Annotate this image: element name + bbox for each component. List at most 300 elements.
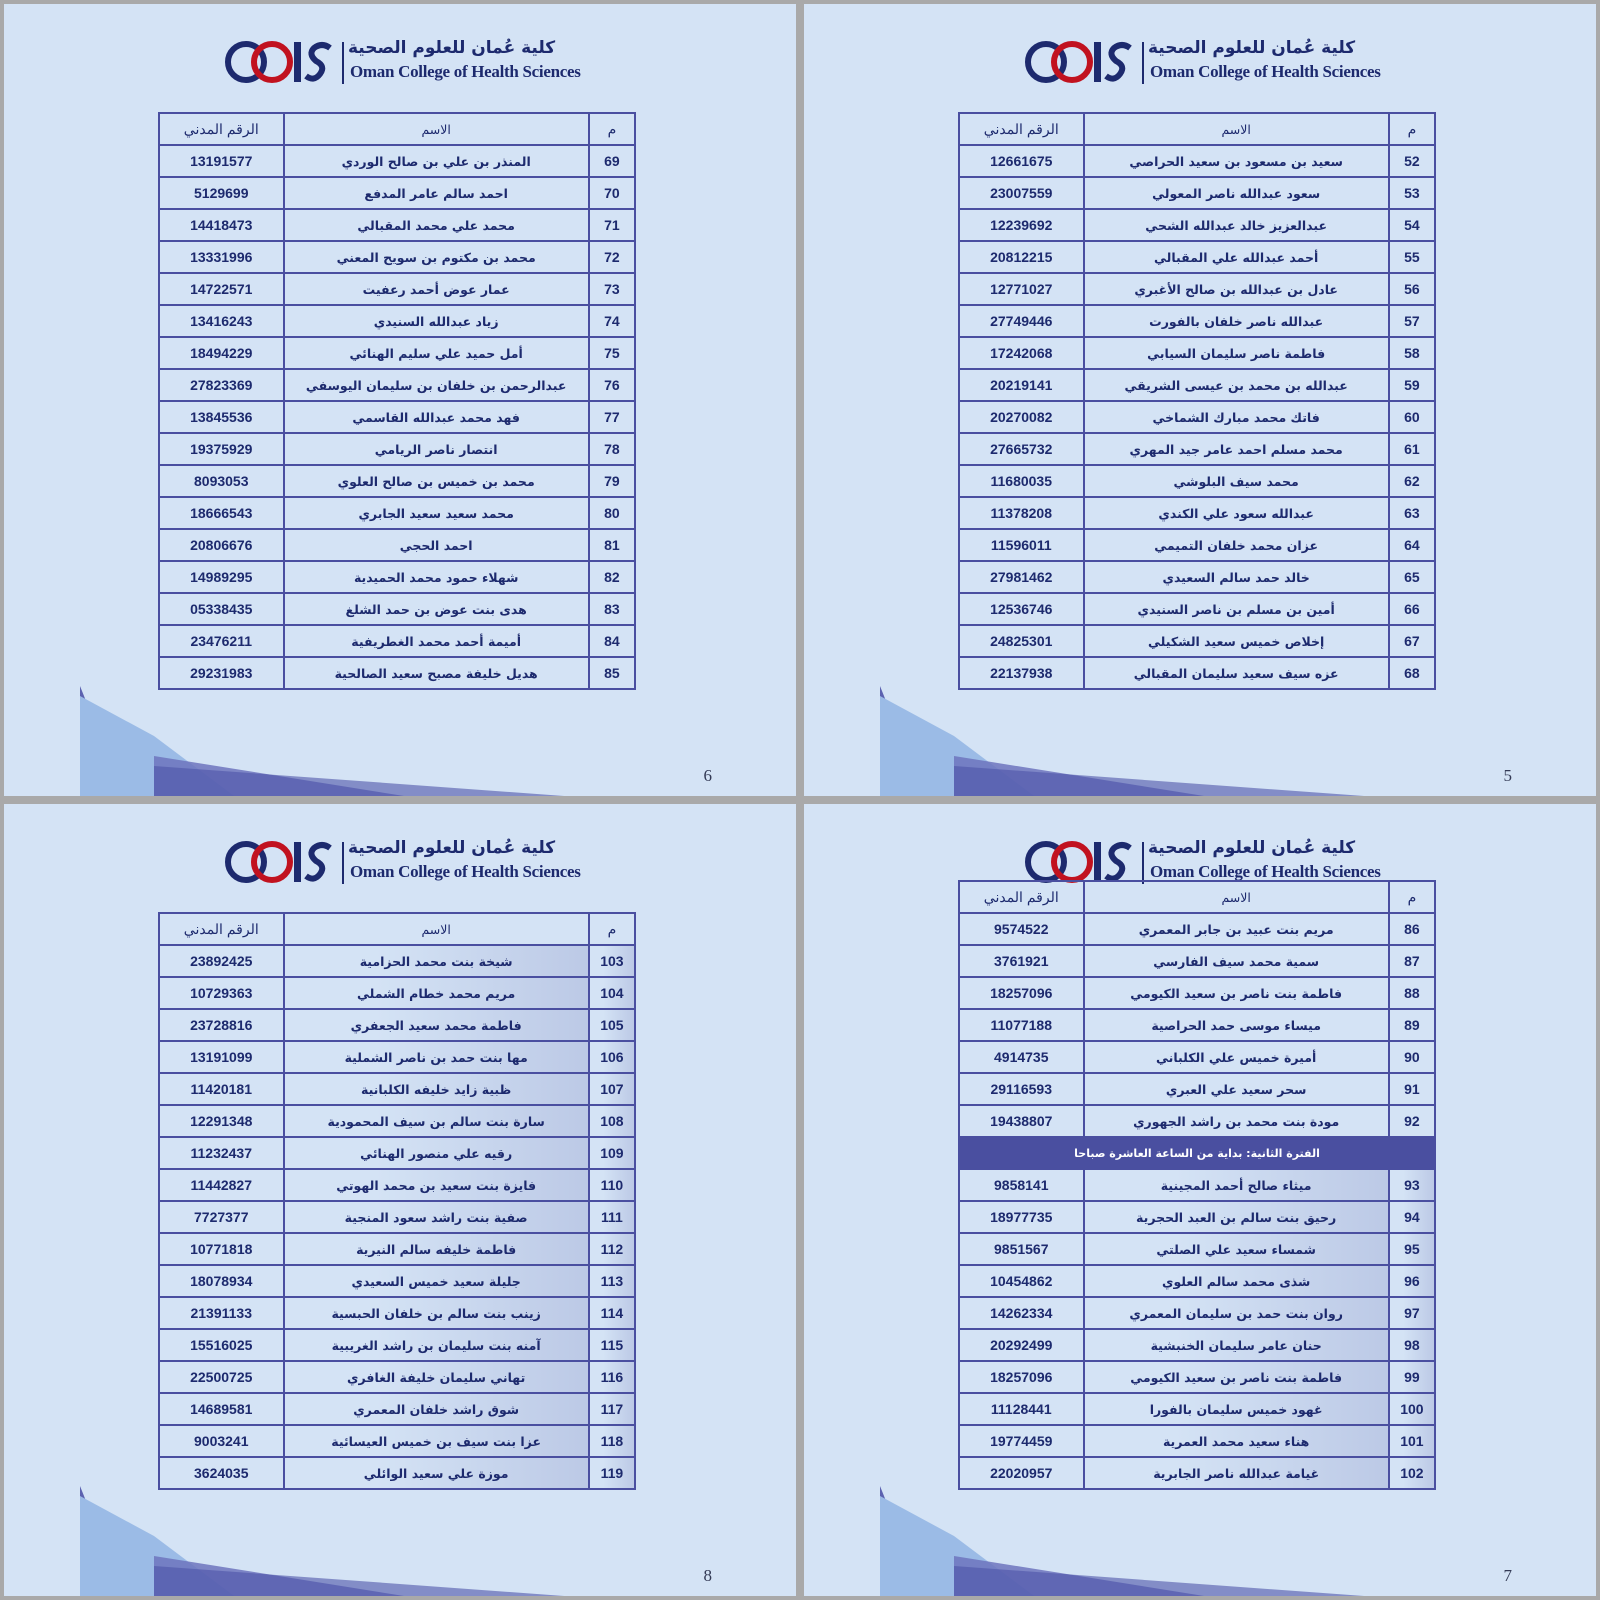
student-name-cell: زياد عبدالله السنيدي: [284, 305, 589, 337]
row-number-cell: 65: [1389, 561, 1435, 593]
row-number-cell: 61: [1389, 433, 1435, 465]
civil-id-cell: 13331996: [159, 241, 284, 273]
civil-id-cell: 4914735: [959, 1041, 1084, 1073]
civil-id-cell: 14418473: [159, 209, 284, 241]
page-number: 7: [1503, 1566, 1512, 1585]
table-row: [159, 977, 635, 1009]
civil-id-cell: 27823369: [159, 369, 284, 401]
student-name-cell: فاطمة بنت ناصر بن سعيد الكيومي: [1084, 977, 1389, 1009]
row-number-cell: 100: [1389, 1393, 1435, 1425]
civil-id-cell: 27665732: [959, 433, 1084, 465]
table-row: [959, 209, 1435, 241]
table-row: [159, 241, 635, 273]
civil-id-cell: 11128441: [959, 1393, 1084, 1425]
row-number-cell: 82: [589, 561, 635, 593]
header-number: م: [1389, 881, 1435, 913]
table-row: [159, 209, 635, 241]
civil-id-cell: 18257096: [959, 977, 1084, 1009]
page-8: [4, 804, 796, 1596]
student-name-cell: سمية محمد سيف الفارسي: [1084, 945, 1389, 977]
student-name-cell: فاطمة خليفه سالم النيرية: [284, 1233, 589, 1265]
row-number-cell: 70: [589, 177, 635, 209]
row-number-cell: 118: [589, 1425, 635, 1457]
civil-id-cell: 15516025: [159, 1329, 284, 1361]
row-number-cell: 67: [1389, 625, 1435, 657]
logo-arabic-name: كلية عُمان للعلوم الصحية: [1148, 838, 1356, 858]
table-row: [159, 1297, 635, 1329]
civil-id-cell: 20812215: [959, 241, 1084, 273]
student-name-cell: محمد بن مكتوم بن سويح المعني: [284, 241, 589, 273]
civil-id-cell: 22137938: [959, 657, 1084, 689]
table-row: [159, 1393, 635, 1425]
civil-id-cell: 13191577: [159, 145, 284, 177]
page-number: 8: [703, 1566, 712, 1585]
row-number-cell: 72: [589, 241, 635, 273]
table-row: [959, 913, 1435, 945]
row-number-cell: 71: [589, 209, 635, 241]
table-row: [959, 497, 1435, 529]
row-number-cell: 119: [589, 1457, 635, 1489]
row-number-cell: 73: [589, 273, 635, 305]
civil-id-cell: 20270082: [959, 401, 1084, 433]
row-number-cell: 106: [589, 1041, 635, 1073]
civil-id-cell: 29116593: [959, 1073, 1084, 1105]
civil-id-cell: 12536746: [959, 593, 1084, 625]
session-banner-row: [959, 1137, 1435, 1169]
table-header-row: [959, 881, 1435, 913]
student-name-cell: غيامة عبدالله ناصر الجابرية: [1084, 1457, 1389, 1489]
table-header-row: [159, 913, 635, 945]
logo-english-name: Oman College of Health Sciences: [350, 862, 581, 881]
table-row: [159, 529, 635, 561]
civil-id-cell: 9858141: [959, 1169, 1084, 1201]
logo-separator: [1142, 842, 1144, 884]
student-name-cell: فاتك محمد مبارك الشماخي: [1084, 401, 1389, 433]
student-name-cell: سعود عبدالله ناصر المعولي: [1084, 177, 1389, 209]
student-name-cell: مها بنت حمد بن ناصر الشملية: [284, 1041, 589, 1073]
table-row: [959, 1201, 1435, 1233]
student-name-cell: فاطمة بنت ناصر بن سعيد الكيومي: [1084, 1361, 1389, 1393]
decorative-corner-shapes: [4, 656, 796, 796]
civil-id-cell: 7727377: [159, 1201, 284, 1233]
civil-id-cell: 14262334: [959, 1297, 1084, 1329]
table-row: [959, 1105, 1435, 1137]
table-row: [159, 1425, 635, 1457]
civil-id-cell: 11378208: [959, 497, 1084, 529]
table-row: [959, 1297, 1435, 1329]
college-logo: [224, 34, 581, 90]
row-number-cell: 54: [1389, 209, 1435, 241]
civil-id-cell: 21391133: [159, 1297, 284, 1329]
row-number-cell: 107: [589, 1073, 635, 1105]
row-number-cell: 74: [589, 305, 635, 337]
civil-id-cell: 23728816: [159, 1009, 284, 1041]
student-name-cell: جليلة سعيد خميس السعيدي: [284, 1265, 589, 1297]
row-number-cell: 64: [1389, 529, 1435, 561]
table-row: [959, 273, 1435, 305]
student-name-cell: انتصار ناصر الريامي: [284, 433, 589, 465]
table-row: [159, 561, 635, 593]
table-row: [959, 1073, 1435, 1105]
table-row: [959, 145, 1435, 177]
student-table: [958, 880, 1436, 1490]
logo-arabic-name: كلية عُمان للعلوم الصحية: [348, 38, 556, 58]
table-row: [959, 401, 1435, 433]
table-row: [159, 337, 635, 369]
row-number-cell: 101: [1389, 1425, 1435, 1457]
row-number-cell: 96: [1389, 1265, 1435, 1297]
civil-id-cell: 18078934: [159, 1265, 284, 1297]
student-name-cell: آمنه بنت سليمان بن راشد الغريبية: [284, 1329, 589, 1361]
table-header-row: [959, 113, 1435, 145]
row-number-cell: 97: [1389, 1297, 1435, 1329]
table-row: [159, 1041, 635, 1073]
row-number-cell: 94: [1389, 1201, 1435, 1233]
row-number-cell: 115: [589, 1329, 635, 1361]
row-number-cell: 109: [589, 1137, 635, 1169]
civil-id-cell: 18257096: [959, 1361, 1084, 1393]
table-row: [159, 945, 635, 977]
row-number-cell: 81: [589, 529, 635, 561]
decorative-corner-shapes: [804, 656, 1596, 796]
civil-id-cell: 12291348: [159, 1105, 284, 1137]
student-table: [958, 112, 1436, 690]
ochs-logo-icon: [1024, 34, 1140, 90]
student-name-cell: أمل حميد علي سليم الهنائي: [284, 337, 589, 369]
header-civil-id: الرقم المدني: [959, 881, 1084, 913]
table-row: [959, 625, 1435, 657]
row-number-cell: 57: [1389, 305, 1435, 337]
student-name-cell: عبدالله ناصر خلفان بالفورت: [1084, 305, 1389, 337]
row-number-cell: 69: [589, 145, 635, 177]
page-7: [804, 804, 1596, 1596]
college-logo: [1024, 34, 1381, 90]
table-row: [959, 977, 1435, 1009]
table-row: [959, 241, 1435, 273]
row-number-cell: 59: [1389, 369, 1435, 401]
row-number-cell: 60: [1389, 401, 1435, 433]
header-number: م: [1389, 113, 1435, 145]
student-name-cell: عمار عوض أحمد رعفيت: [284, 273, 589, 305]
civil-id-cell: 8093053: [159, 465, 284, 497]
student-name-cell: عزه سيف سعيد سليمان المقبالي: [1084, 657, 1389, 689]
table-row: [159, 1169, 635, 1201]
row-number-cell: 86: [1389, 913, 1435, 945]
civil-id-cell: 11596011: [959, 529, 1084, 561]
table-row: [959, 1009, 1435, 1041]
student-name-cell: عبدالله سعود علي الكندي: [1084, 497, 1389, 529]
decorative-corner-shapes: [4, 1456, 796, 1596]
row-number-cell: 93: [1389, 1169, 1435, 1201]
table-row: [159, 369, 635, 401]
student-name-cell: صفية بنت راشد سعود المنجية: [284, 1201, 589, 1233]
civil-id-cell: 19438807: [959, 1105, 1084, 1137]
student-name-cell: فاطمة محمد سعيد الجعفري: [284, 1009, 589, 1041]
row-number-cell: 76: [589, 369, 635, 401]
row-number-cell: 91: [1389, 1073, 1435, 1105]
row-number-cell: 79: [589, 465, 635, 497]
student-name-cell: موزة علي سعيد الوائلي: [284, 1457, 589, 1489]
row-number-cell: 92: [1389, 1105, 1435, 1137]
civil-id-cell: 13416243: [159, 305, 284, 337]
row-number-cell: 80: [589, 497, 635, 529]
student-name-cell: رقيه علي منصور الهنائي: [284, 1137, 589, 1169]
row-number-cell: 84: [589, 625, 635, 657]
civil-id-cell: 9003241: [159, 1425, 284, 1457]
row-number-cell: 62: [1389, 465, 1435, 497]
row-number-cell: 56: [1389, 273, 1435, 305]
civil-id-cell: 10729363: [159, 977, 284, 1009]
student-name-cell: محمد سيف البلوشي: [1084, 465, 1389, 497]
row-number-cell: 53: [1389, 177, 1435, 209]
civil-id-cell: 10771818: [159, 1233, 284, 1265]
table-row: [159, 1265, 635, 1297]
ochs-logo-icon: [224, 34, 340, 90]
row-number-cell: 104: [589, 977, 635, 1009]
civil-id-cell: 17242068: [959, 337, 1084, 369]
header-name: الاسم: [1084, 113, 1389, 145]
civil-id-cell: 13845536: [159, 401, 284, 433]
row-number-cell: 98: [1389, 1329, 1435, 1361]
civil-id-cell: 12771027: [959, 273, 1084, 305]
student-name-cell: عبدالعزيز خالد عبدالله الشحي: [1084, 209, 1389, 241]
civil-id-cell: 14689581: [159, 1393, 284, 1425]
table-row: [959, 1425, 1435, 1457]
logo-english-name: Oman College of Health Sciences: [1150, 62, 1381, 81]
civil-id-cell: 9574522: [959, 913, 1084, 945]
logo-english-name: Oman College of Health Sciences: [1150, 862, 1381, 881]
row-number-cell: 52: [1389, 145, 1435, 177]
student-name-cell: محمد مسلم احمد عامر جيد المهري: [1084, 433, 1389, 465]
table-row: [159, 401, 635, 433]
student-name-cell: سعيد بن مسعود بن سعيد الحراصي: [1084, 145, 1389, 177]
student-name-cell: ظبية زايد خليفه الكلبانية: [284, 1073, 589, 1105]
logo-arabic-name: كلية عُمان للعلوم الصحية: [1148, 38, 1356, 58]
civil-id-cell: 3761921: [959, 945, 1084, 977]
table-row: [959, 1233, 1435, 1265]
table-row: [959, 1329, 1435, 1361]
row-number-cell: 85: [589, 657, 635, 689]
row-number-cell: 110: [589, 1169, 635, 1201]
student-name-cell: سحر سعيد علي العبري: [1084, 1073, 1389, 1105]
logo-separator: [342, 842, 344, 884]
header-civil-id: الرقم المدني: [159, 113, 284, 145]
table-row: [959, 529, 1435, 561]
student-name-cell: تهاني سليمان خليفة الغافري: [284, 1361, 589, 1393]
table-row: [959, 177, 1435, 209]
table-row: [159, 433, 635, 465]
row-number-cell: 88: [1389, 977, 1435, 1009]
civil-id-cell: 11077188: [959, 1009, 1084, 1041]
civil-id-cell: 18666543: [159, 497, 284, 529]
table-row: [159, 177, 635, 209]
row-number-cell: 63: [1389, 497, 1435, 529]
table-row: [959, 1361, 1435, 1393]
civil-id-cell: 27981462: [959, 561, 1084, 593]
student-name-cell: شوق راشد خلفان المعمري: [284, 1393, 589, 1425]
row-number-cell: 108: [589, 1105, 635, 1137]
civil-id-cell: 23007559: [959, 177, 1084, 209]
row-number-cell: 111: [589, 1201, 635, 1233]
civil-id-cell: 13191099: [159, 1041, 284, 1073]
civil-id-cell: 12661675: [959, 145, 1084, 177]
table-row: [159, 1201, 635, 1233]
civil-id-cell: 27749446: [959, 305, 1084, 337]
student-name-cell: شذى محمد سالم العلوي: [1084, 1265, 1389, 1297]
row-number-cell: 99: [1389, 1361, 1435, 1393]
row-number-cell: 95: [1389, 1233, 1435, 1265]
civil-id-cell: 11442827: [159, 1169, 284, 1201]
civil-id-cell: 11680035: [959, 465, 1084, 497]
student-name-cell: هدى بنت عوض بن حمد الشلغ: [284, 593, 589, 625]
student-name-cell: فايزة بنت سعيد بن محمد الهوتي: [284, 1169, 589, 1201]
civil-id-cell: 14722571: [159, 273, 284, 305]
student-name-cell: شهلاء حمود محمد الحميدية: [284, 561, 589, 593]
table-header-row: [159, 113, 635, 145]
civil-id-cell: 14989295: [159, 561, 284, 593]
logo-separator: [1142, 42, 1144, 84]
student-name-cell: احمد الحجي: [284, 529, 589, 561]
page-number: 6: [703, 766, 712, 785]
student-name-cell: احمد سالم عامر المدفع: [284, 177, 589, 209]
civil-id-cell: 11420181: [159, 1073, 284, 1105]
page-number: 5: [1503, 766, 1512, 785]
header-name: الاسم: [1084, 881, 1389, 913]
student-name-cell: أميرة خميس علي الكلباني: [1084, 1041, 1389, 1073]
civil-id-cell: 23892425: [159, 945, 284, 977]
student-name-cell: خالد حمد سالم السعيدي: [1084, 561, 1389, 593]
civil-id-cell: 05338435: [159, 593, 284, 625]
student-name-cell: فهد محمد عبدالله القاسمي: [284, 401, 589, 433]
civil-id-cell: 18494229: [159, 337, 284, 369]
student-name-cell: مودة بنت محمد بن راشد الجهوري: [1084, 1105, 1389, 1137]
table-row: [159, 625, 635, 657]
civil-id-cell: 18977735: [959, 1201, 1084, 1233]
table-row: [959, 1041, 1435, 1073]
table-row: [959, 561, 1435, 593]
civil-id-cell: 12239692: [959, 209, 1084, 241]
civil-id-cell: 19375929: [159, 433, 284, 465]
row-number-cell: 116: [589, 1361, 635, 1393]
header-name: الاسم: [284, 913, 589, 945]
table-row: [159, 1361, 635, 1393]
table-row: [959, 369, 1435, 401]
row-number-cell: 87: [1389, 945, 1435, 977]
student-name-cell: محمد سعيد سعيد الجابري: [284, 497, 589, 529]
row-number-cell: 75: [589, 337, 635, 369]
student-name-cell: شمساء سعيد علي الصلتي: [1084, 1233, 1389, 1265]
civil-id-cell: 20292499: [959, 1329, 1084, 1361]
header-number: م: [589, 113, 635, 145]
row-number-cell: 89: [1389, 1009, 1435, 1041]
logo-english-name: Oman College of Health Sciences: [350, 62, 581, 81]
student-name-cell: ميساء موسى حمد الحراصية: [1084, 1009, 1389, 1041]
row-number-cell: 103: [589, 945, 635, 977]
row-number-cell: 78: [589, 433, 635, 465]
student-name-cell: غهود خميس سليمان بالفورا: [1084, 1393, 1389, 1425]
student-name-cell: مريم بنت عبيد بن جابر المعمري: [1084, 913, 1389, 945]
student-name-cell: مريم محمد خطام الشملي: [284, 977, 589, 1009]
student-name-cell: أمين بن مسلم بن ناصر السنيدي: [1084, 593, 1389, 625]
table-row: [959, 433, 1435, 465]
student-name-cell: أحمد عبدالله علي المقبالي: [1084, 241, 1389, 273]
row-number-cell: 90: [1389, 1041, 1435, 1073]
civil-id-cell: 3624035: [159, 1457, 284, 1489]
civil-id-cell: 20806676: [159, 529, 284, 561]
student-name-cell: المنذر بن علي بن صالح الوردي: [284, 145, 589, 177]
student-name-cell: ميثاء صالح أحمد المجينية: [1084, 1169, 1389, 1201]
student-name-cell: عادل بن عبدالله بن صالح الأغبري: [1084, 273, 1389, 305]
table-row: [159, 497, 635, 529]
civil-id-cell: 9851567: [959, 1233, 1084, 1265]
header-number: م: [589, 913, 635, 945]
civil-id-cell: 23476211: [159, 625, 284, 657]
table-row: [159, 1233, 635, 1265]
civil-id-cell: 29231983: [159, 657, 284, 689]
college-logo: [224, 834, 581, 890]
row-number-cell: 102: [1389, 1457, 1435, 1489]
session-banner: الفترة الثانية: بداية من الساعة العاشرة صباحا: [959, 1137, 1435, 1169]
table-row: [159, 273, 635, 305]
page-5: [804, 4, 1596, 796]
row-number-cell: 114: [589, 1297, 635, 1329]
student-name-cell: عبدالله بن محمد بن عيسى الشريقي: [1084, 369, 1389, 401]
row-number-cell: 117: [589, 1393, 635, 1425]
row-number-cell: 68: [1389, 657, 1435, 689]
civil-id-cell: 10454862: [959, 1265, 1084, 1297]
row-number-cell: 66: [1389, 593, 1435, 625]
student-name-cell: حنان عامر سليمان الخنبشية: [1084, 1329, 1389, 1361]
civil-id-cell: 22020957: [959, 1457, 1084, 1489]
student-name-cell: محمد علي محمد المقبالي: [284, 209, 589, 241]
table-row: [159, 593, 635, 625]
ochs-logo-icon: [224, 834, 340, 890]
student-name-cell: عزان محمد خلفان التميمي: [1084, 529, 1389, 561]
table-row: [159, 1073, 635, 1105]
student-name-cell: سارة بنت سالم بن سيف المحمودية: [284, 1105, 589, 1137]
student-name-cell: هديل خليفة مصبح سعيد الصالحية: [284, 657, 589, 689]
table-row: [959, 465, 1435, 497]
table-row: [959, 305, 1435, 337]
logo-separator: [342, 42, 344, 84]
table-row: [159, 1009, 635, 1041]
table-row: [959, 593, 1435, 625]
civil-id-cell: 22500725: [159, 1361, 284, 1393]
civil-id-cell: 24825301: [959, 625, 1084, 657]
table-row: [159, 465, 635, 497]
student-name-cell: فاطمة ناصر سليمان السيابي: [1084, 337, 1389, 369]
header-civil-id: الرقم المدني: [159, 913, 284, 945]
student-name-cell: زينب بنت سالم بن خلفان الحبسية: [284, 1297, 589, 1329]
row-number-cell: 105: [589, 1009, 635, 1041]
table-row: [959, 1393, 1435, 1425]
student-name-cell: أميمة أحمد محمد الغطريفية: [284, 625, 589, 657]
row-number-cell: 112: [589, 1233, 635, 1265]
student-name-cell: هناء سعيد محمد العمرية: [1084, 1425, 1389, 1457]
table-row: [959, 1265, 1435, 1297]
student-name-cell: رحيق بنت سالم بن العبد الحجرية: [1084, 1201, 1389, 1233]
student-name-cell: محمد بن خميس بن صالح العلوي: [284, 465, 589, 497]
row-number-cell: 58: [1389, 337, 1435, 369]
header-name: الاسم: [284, 113, 589, 145]
row-number-cell: 113: [589, 1265, 635, 1297]
table-row: [159, 145, 635, 177]
student-name-cell: عزا بنت سيف بن خميس العيسائية: [284, 1425, 589, 1457]
decorative-corner-shapes: [804, 1456, 1596, 1596]
logo-arabic-name: كلية عُمان للعلوم الصحية: [348, 838, 556, 858]
header-civil-id: الرقم المدني: [959, 113, 1084, 145]
student-name-cell: شيخة بنت محمد الحزامية: [284, 945, 589, 977]
